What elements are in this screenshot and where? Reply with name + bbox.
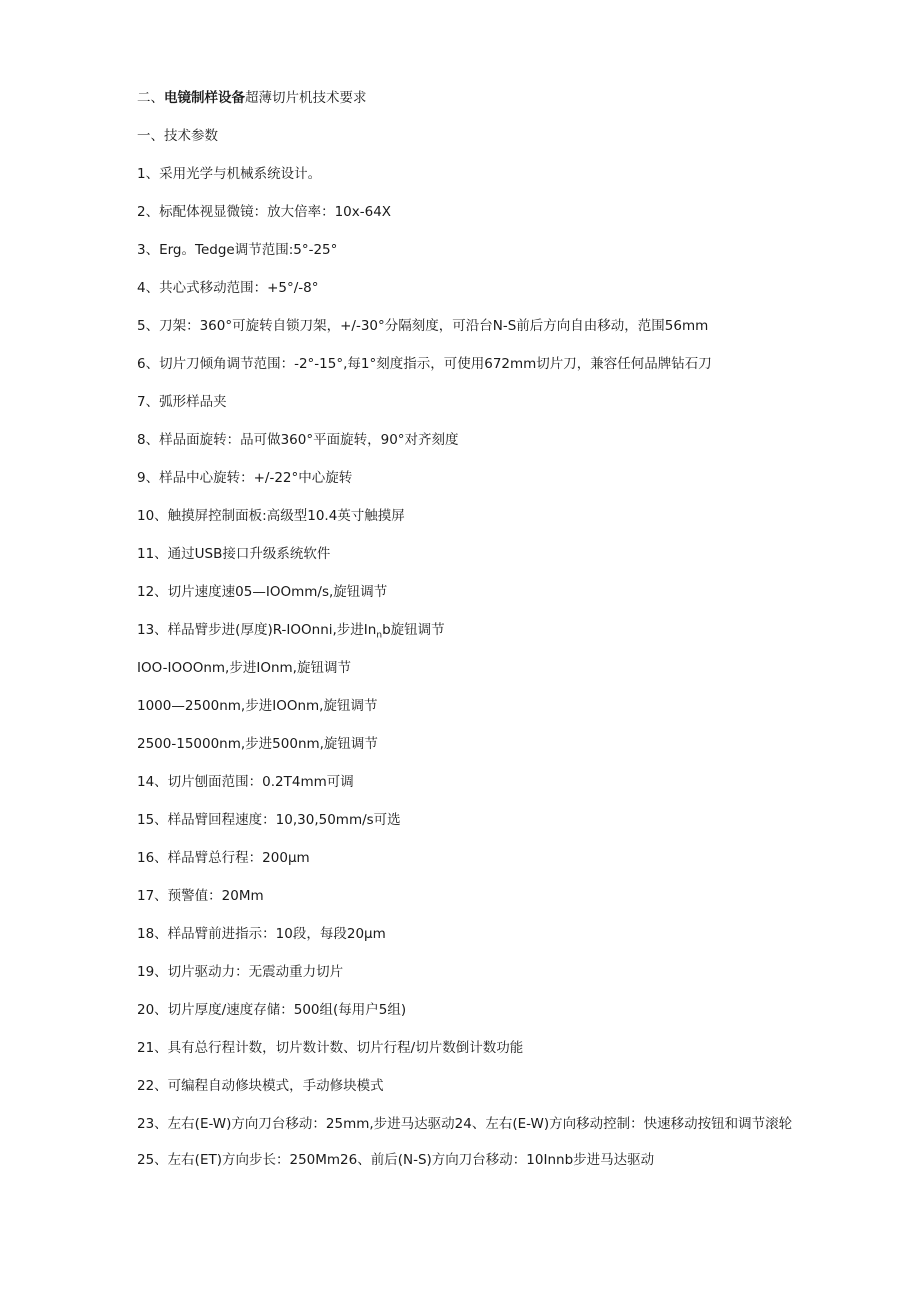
list-item: 10、触摸屏控制面板:高级型10.4英寸触摸屏 (137, 508, 405, 524)
list-item-25: 25、左右(ET)方向步长：250Mm26、前后(N-S)方向刀台移动：10Innb步进马达驱动 (137, 1152, 655, 1168)
list-item: 17、预警值：20Mm (137, 888, 264, 904)
list-item-23: 23、左右(E-W)方向刀台移动：25mm,步进马达驱动24、左右(E-W)方向移动控制：快速移动按钮和调节滚轮 (137, 1116, 793, 1132)
list-item: 4、共心式移动范围：+5°/-8° (137, 280, 319, 296)
document-body (137, 88, 797, 1188)
list-item: 16、样品臂总行程：200μm (137, 850, 310, 866)
list-item: 12、切片速度速05—IOOmm∕s,旋钮调节 (137, 584, 388, 600)
item13-suffix: b旋钮调节 (382, 622, 445, 638)
list-item: 9、样品中心旋转：+/-22°中心旋转 (137, 470, 353, 486)
document-title (137, 88, 797, 108)
list-item: 2、标配体视显微镜：放大倍率：10x-64X (137, 204, 392, 220)
item13-prefix: 13、样品臂步进(厚度)R-IOOnni,步进In (137, 622, 377, 638)
list-item: 3、Erg。Tedge调节范围:5°-25° (137, 242, 338, 258)
list-item: 14、切片刨面范围：0.2T4mm可调 (137, 774, 354, 790)
list-item: 22、可编程自动修块模式，手动修块模式 (137, 1078, 384, 1094)
list-item: 19、切片驱动力：无震动重力切片 (137, 964, 344, 980)
list-item: 6、切片刀倾角调节范围：-2°-15°,每1°刻度指示，可使用672mm切片刀，兼容任何品牌钻石刀 (137, 356, 712, 372)
title-prefix: 二、 (137, 90, 164, 106)
list-item: 18、样品臂前进指示：10段，每段20μm (137, 926, 386, 942)
list-item: 2500-15000nm,步进500nm,旋钮调节 (137, 736, 378, 752)
list-item: 7、弧形样品夹 (137, 394, 227, 410)
list-item-13 (137, 620, 797, 640)
list-item: 11、通过USB接口升级系统软件 (137, 546, 331, 562)
list-item: 21、具有总行程计数，切片数计数、切片行程/切片数倒计数功能 (137, 1040, 524, 1056)
list-item: 1000—2500nm,步进IOOnm,旋钮调节 (137, 698, 378, 714)
title-bold: 电镜制样设备 (164, 90, 245, 106)
list-item: 20、切片厚度/速度存储：500组(每用户5组) (137, 1002, 407, 1018)
list-item: 1、采用光学与机械系统设计。 (137, 166, 322, 182)
list-item: 8、样品面旋转：品可做360°平面旋转，90°对齐刻度 (137, 432, 459, 448)
list-item: 15、样品臂回程速度：10,30,50mm∕s可选 (137, 812, 401, 828)
list-item: IOO-IOOOnm,步进IOnm,旋钮调节 (137, 660, 351, 676)
item13-subscript: n (376, 630, 383, 641)
list-item: 5、刀架：360°可旋转自锁刀架，+/-30°分隔刻度，可沿台N-S前后方向自由移动，范围56mm (137, 318, 709, 334)
section-heading: 一、技术参数 (137, 128, 218, 144)
title-rest: 超薄切片机技术要求 (245, 90, 367, 106)
